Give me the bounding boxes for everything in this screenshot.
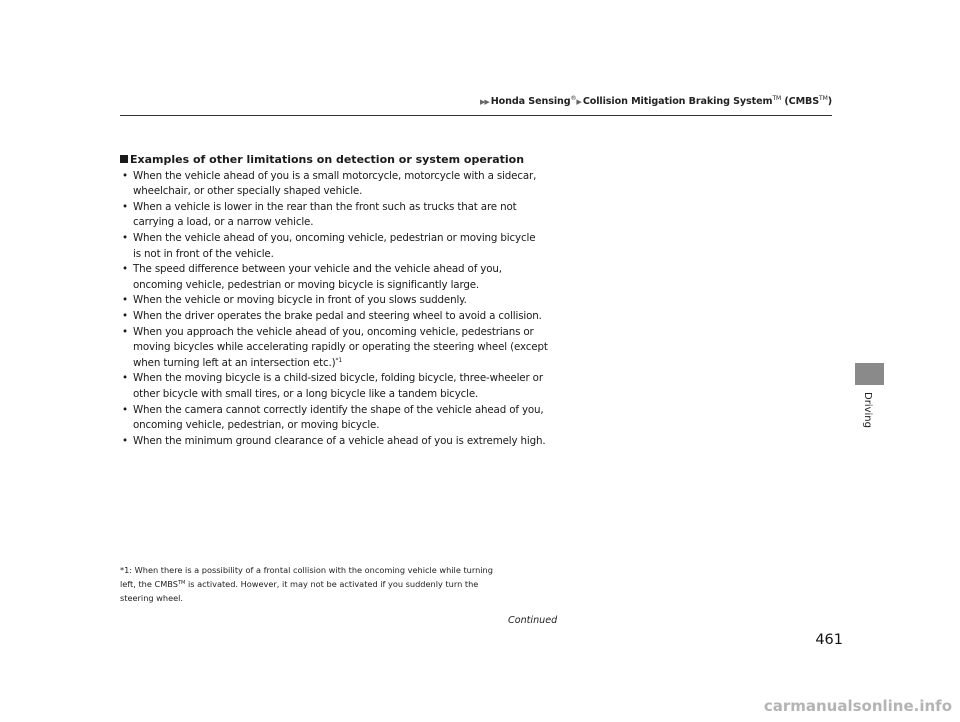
list-item [120, 434, 570, 450]
list-item-text: When the camera cannot correctly identify the shape of the vehicle ahead of you, [133, 403, 544, 416]
footnote-line-1: *1: When there is a possibility of a frontal collision with the oncoming vehicle while turning [120, 565, 493, 575]
list-item-text: When the vehicle ahead of you is a small motorcycle, motorcycle with a sidecar, [133, 169, 537, 182]
section-tab-marker [855, 363, 884, 385]
bullet-dot-icon: • [122, 309, 128, 322]
main-content [120, 152, 570, 449]
list-item-text-continued: oncoming vehicle, pedestrian, or moving bicycle. [133, 419, 380, 432]
list-item-text: When a vehicle is lower in the rear than the front such as trucks that are not [133, 200, 517, 213]
arrow-icon: ▶ [576, 98, 581, 107]
bullet-dot-icon: • [122, 294, 128, 307]
bullet-dot-icon: • [122, 200, 128, 213]
list-item-text-continued: is not in front of the vehicle. [133, 247, 274, 260]
limitations-list [120, 169, 570, 450]
trademark-mark: TM [772, 95, 782, 102]
list-item [120, 403, 570, 434]
page-number: 461 [815, 632, 843, 648]
list-item-text-continued: oncoming vehicle, pedestrian or moving bicycle is significantly large. [133, 278, 480, 291]
list-item-text-continued: when turning left at an intersection etc.) [133, 356, 336, 369]
footnote-line-3: steering wheel. [120, 593, 184, 604]
watermark: carmanualsonline.info [763, 697, 952, 715]
trademark-mark: TM [819, 95, 828, 102]
footnote-line-2b: is activated. However, it may not be activated if you suddenly turn the [185, 579, 479, 590]
bullet-dot-icon: • [122, 434, 128, 447]
breadcrumb-part-4: ) [827, 96, 832, 108]
breadcrumb-part-3: (CMBS [781, 96, 820, 108]
list-item-text-continued: carrying a load, or a narrow vehicle. [133, 216, 314, 229]
continued-label: Continued [508, 615, 558, 626]
list-item-text: When the moving bicycle is a child-sized bicycle, folding bicycle, three-wheeler or [133, 372, 543, 385]
section-heading [120, 152, 570, 168]
list-item [120, 325, 570, 372]
list-item-text-continued: moving bicycles while accelerating rapidly or operating the steering wheel (except [133, 341, 548, 354]
bullet-dot-icon: • [122, 372, 128, 385]
list-item-text-continued: wheelchair, or other specially shaped vehicle. [133, 185, 363, 198]
bullet-dot-icon: • [122, 403, 128, 416]
section-heading-text: Examples of other limitations on detection or system operation [130, 153, 525, 166]
breadcrumb [480, 95, 832, 107]
list-item [120, 231, 570, 262]
section-tab-label: Driving [862, 392, 873, 428]
header-divider [120, 115, 832, 116]
list-item-text: When the vehicle or moving bicycle in front of you slows suddenly. [133, 294, 467, 307]
trademark-mark: TM [177, 580, 186, 587]
list-item-text: When the minimum ground clearance of a vehicle ahead of you is extremely high. [133, 434, 546, 447]
list-item [120, 200, 570, 231]
list-item [120, 371, 570, 402]
list-item-text: When you approach the vehicle ahead of you, oncoming vehicle, pedestrians or [133, 325, 534, 338]
list-item-text: When the driver operates the brake pedal and steering wheel to avoid a collision. [133, 309, 542, 322]
breadcrumb-part-2: Collision Mitigation Braking System [582, 96, 773, 108]
list-item [120, 293, 570, 309]
list-item-text-continued: other bicycle with small tires, or a long bicycle like a tandem bicycle. [133, 387, 479, 400]
bullet-dot-icon: • [122, 231, 128, 244]
bullet-dot-icon: • [122, 325, 128, 338]
square-bullet-icon [120, 155, 128, 163]
list-item [120, 262, 570, 293]
bullet-dot-icon: • [122, 263, 128, 276]
list-item [120, 169, 570, 200]
bullet-dot-icon: • [122, 169, 128, 182]
footnote [120, 563, 560, 606]
registered-mark: ® [570, 95, 577, 102]
list-item-text: When the vehicle ahead of you, oncoming vehicle, pedestrian or moving bicycle [133, 231, 536, 244]
footnote-reference: *1 [335, 356, 343, 364]
double-arrow-icon: ▶▶ [479, 98, 489, 107]
breadcrumb-part-1: Honda Sensing [490, 96, 571, 108]
list-item-text: The speed difference between your vehicle and the vehicle ahead of you, [133, 263, 502, 276]
list-item [120, 309, 570, 325]
footnote-line-2a: left, the CMBS [120, 579, 178, 590]
